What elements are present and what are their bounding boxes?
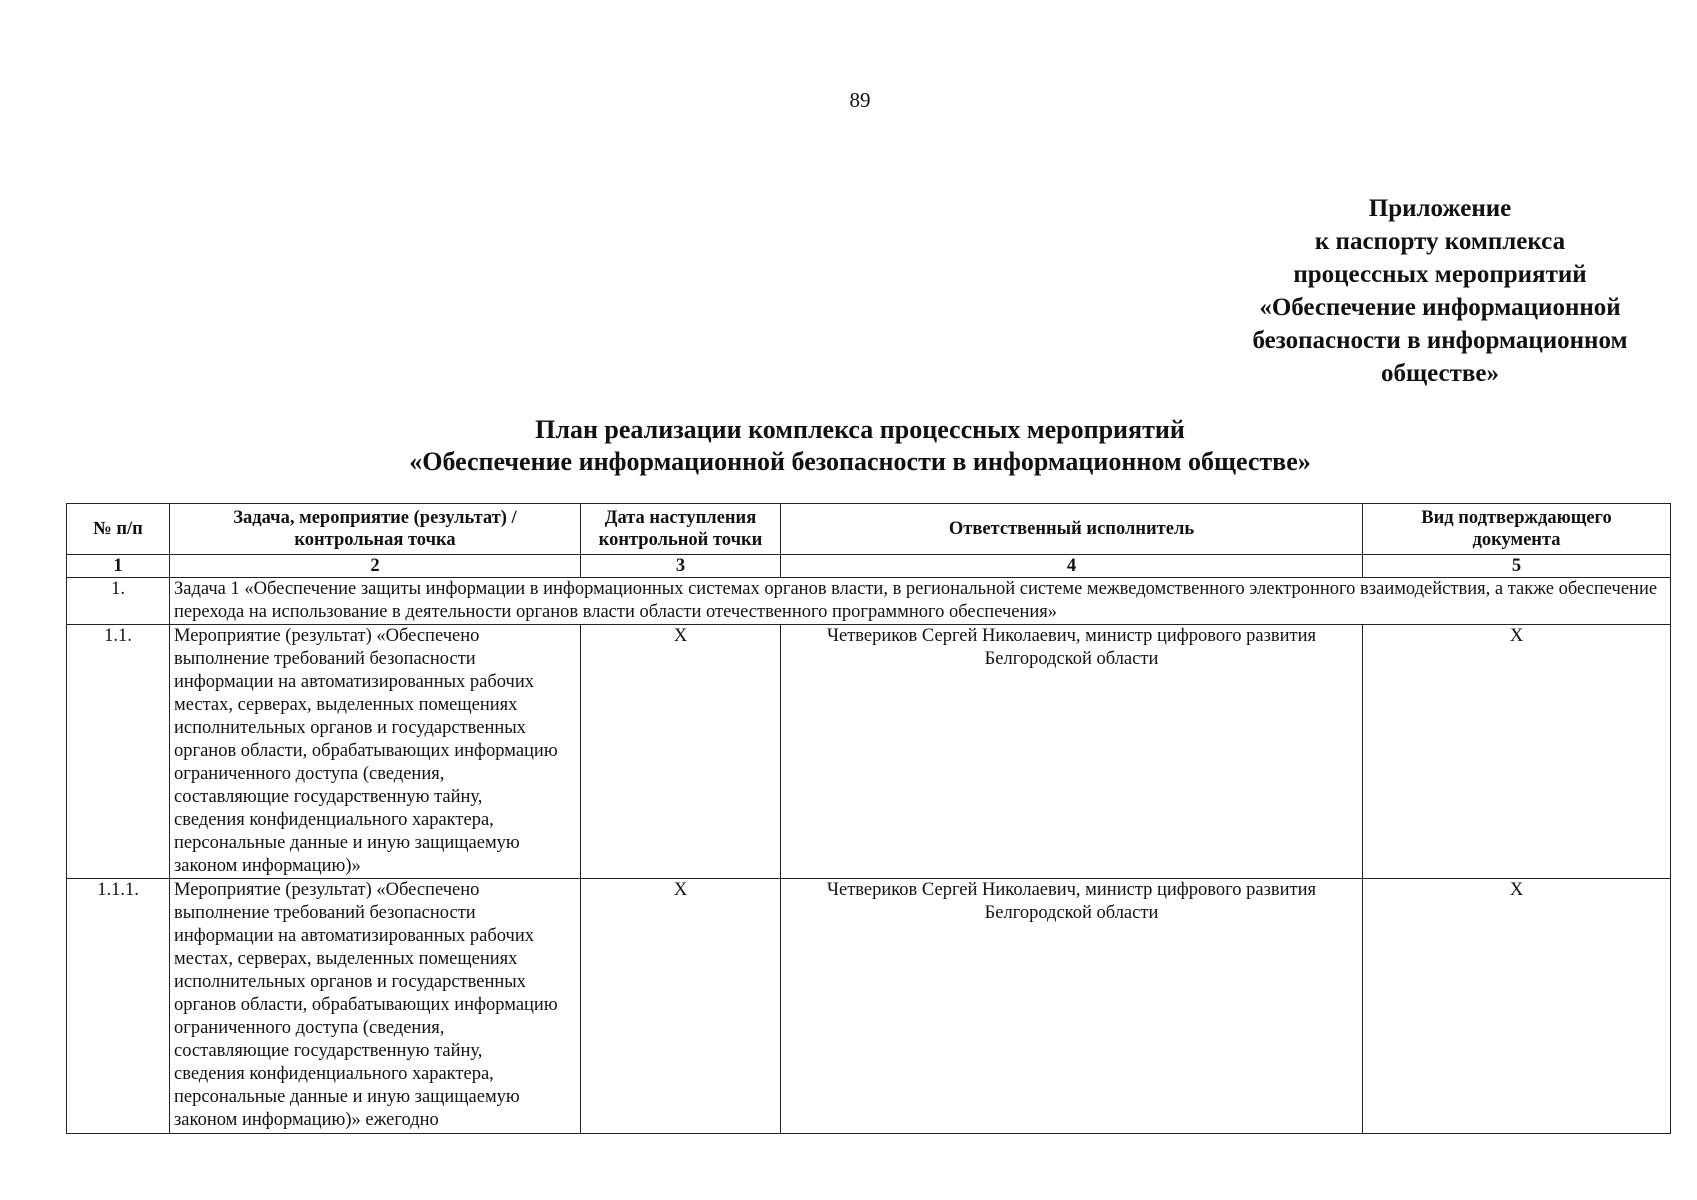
- row-document: X: [1363, 625, 1671, 879]
- task-text: Задача 1 «Обеспечение защиты информации в информационных системах органов власти, в региональной системе межведомственного электронного взаимодействия, а также обеспечение перехода на использование в деятельности органов власти области отечественного программного обеспечения»: [170, 578, 1671, 625]
- appendix-line: процессных мероприятий: [1293, 261, 1587, 288]
- row-date: X: [581, 625, 781, 879]
- column-number: 5: [1363, 555, 1671, 578]
- row-text: Мероприятие (результат) «Обеспечено выполнение требований безопасности информации на автоматизированных рабочих местах, серверах, выделенных помещениях исполнительных органов и государственных органов области, обрабатывающих информацию ограниченного доступа (сведения, составляющие государственную тайну, сведения конфиденциального характера, персональные данные и иную защищаемую законом информацию)»: [170, 625, 581, 879]
- row-number: 1.1.1.: [67, 879, 170, 1134]
- appendix-line: «Обеспечение информационной: [1259, 294, 1621, 321]
- column-number-row: [67, 555, 1671, 578]
- appendix-line: безопасности в информационном: [1252, 327, 1628, 354]
- task-row: [67, 578, 1671, 625]
- plan-title: [0, 414, 1697, 478]
- column-number: 4: [781, 555, 1363, 578]
- column-number: 3: [581, 555, 781, 578]
- column-number: 2: [170, 555, 581, 578]
- plan-title-line: «Обеспечение информационной безопасности в информационном обществе»: [409, 447, 1311, 476]
- task-number: 1.: [67, 578, 170, 625]
- header-task: Задача, мероприятие (результат) / контрольная точка: [170, 504, 581, 555]
- row-text: Мероприятие (результат) «Обеспечено выполнение требований безопасности информации на автоматизированных рабочих местах, серверах, выделенных помещениях исполнительных органов и государственных органов области, обрабатывающих информацию ограниченного доступа (сведения, составляющие государственную тайну, сведения конфиденциального характера, персональные данные и иную защищаемую законом информацию)» ежегодно: [170, 879, 581, 1134]
- plan-table: [66, 503, 1671, 1134]
- table-row: [67, 625, 1671, 879]
- appendix-line: обществе»: [1381, 360, 1499, 387]
- table-header-row: [67, 504, 1671, 555]
- header-document: Вид подтверждающего документа: [1363, 504, 1671, 555]
- page-number: 89: [849, 88, 871, 112]
- header-date: Дата наступления контрольной точки: [581, 504, 781, 555]
- plan-title-line: План реализации комплекса процессных мероприятий: [535, 415, 1185, 444]
- row-executor: Четвериков Сергей Николаевич, министр цифрового развития Белгородской области: [781, 625, 1363, 879]
- row-document: X: [1363, 879, 1671, 1134]
- appendix-line: Приложение: [1368, 195, 1512, 222]
- header-executor: Ответственный исполнитель: [781, 504, 1363, 555]
- row-date: X: [581, 879, 781, 1134]
- appendix-line: к паспорту комплекса: [1314, 228, 1566, 255]
- appendix-heading: [1180, 192, 1697, 390]
- table-row: [67, 879, 1671, 1134]
- column-number: 1: [67, 555, 170, 578]
- row-executor: Четвериков Сергей Николаевич, министр цифрового развития Белгородской области: [781, 879, 1363, 1134]
- header-number: № п/п: [67, 504, 170, 555]
- row-number: 1.1.: [67, 625, 170, 879]
